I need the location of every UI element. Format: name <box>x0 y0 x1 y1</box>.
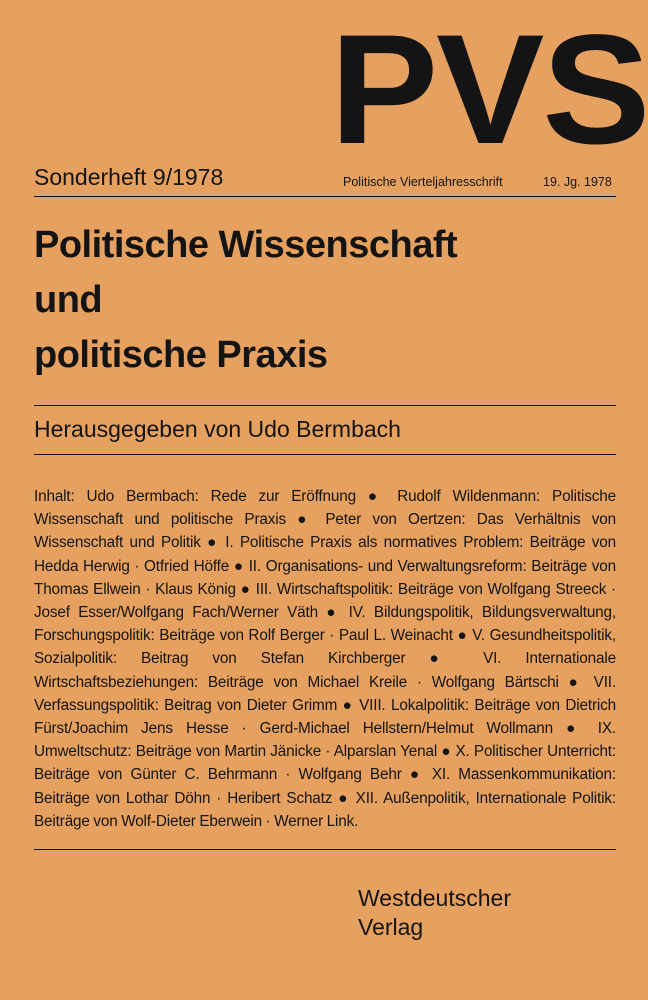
series-label: Sonderheft 9/1978 <box>34 164 224 190</box>
bottom-divider <box>34 849 616 850</box>
journal-name: Politische Vierteljahresschrift <box>343 175 503 189</box>
publisher-line-1: Westdeutscher <box>358 885 511 911</box>
top-divider <box>34 196 616 197</box>
table-of-contents: Inhalt: Udo Bermbach: Rede zur Eröffnung ● Rudolf Wildenmann: Politische Wissenschaft und politische Praxis ● Peter von Oertzen: Das Verhältnis von Wissenschaft und Politik ● I. Politische Praxis als normatives Problem: Beiträge von Hedda Herwig · Otfried Höffe ● II. Organisations- und Verwaltungsreform: Beiträge von Thomas Ellwein · Klaus König ● III. Wirtschaftspolitik: Beiträge von Wolfgang Streeck · Josef Esser/Wolfgang Fach/Werner Väth ● IV. Bildungspolitik, Bildungsverwaltung, Forschungspolitik: Beiträge von Rolf Berger · Paul L. Weinacht ● V. Gesundheitspolitik, Sozialpolitik: Beitrag von Stefan Kirchberger ● VI. Internationale Wirtschaftsbeziehungen: Beiträge von Michael Kreile · Wolfgang Bärtschi ● VII. Verfassungspolitik: Beitrag von Dieter Grimm ● VIII. Lokalpolitik: Beiträge von Dietrich Fürst/Joachim Jens Hesse · Gerd-Michael Hellstern/Helmut Wollmann ● IX. Umweltschutz: Beiträge von Martin Jänicke · Alparslan Yenal ● X. Politischer Unterricht: Beiträge von Günter C. Behrmann · Wolfgang Behr ● XI. Massenkommunikation: Beiträge von Lothar Döhn · Heribert Schatz ● XII. Außenpolitik, Internationale Politik: Beiträge von Wolf-Dieter Eberwein · Werner Link. <box>34 488 616 830</box>
editor-credit: Herausgegeben von Udo Bermbach <box>34 416 401 442</box>
title-line-1: Politische Wissenschaft <box>34 224 458 266</box>
publisher-line-2: Verlag <box>358 914 424 940</box>
title-line-3: politische Praxis <box>34 334 328 376</box>
volume-label: 19. Jg. 1978 <box>543 175 612 189</box>
editor-divider-bottom <box>34 454 616 455</box>
journal-logo: PVS <box>330 3 648 177</box>
book-title <box>34 218 634 383</box>
publisher <box>358 884 511 942</box>
title-line-2: und <box>34 279 103 321</box>
editor-divider-top <box>34 405 616 406</box>
